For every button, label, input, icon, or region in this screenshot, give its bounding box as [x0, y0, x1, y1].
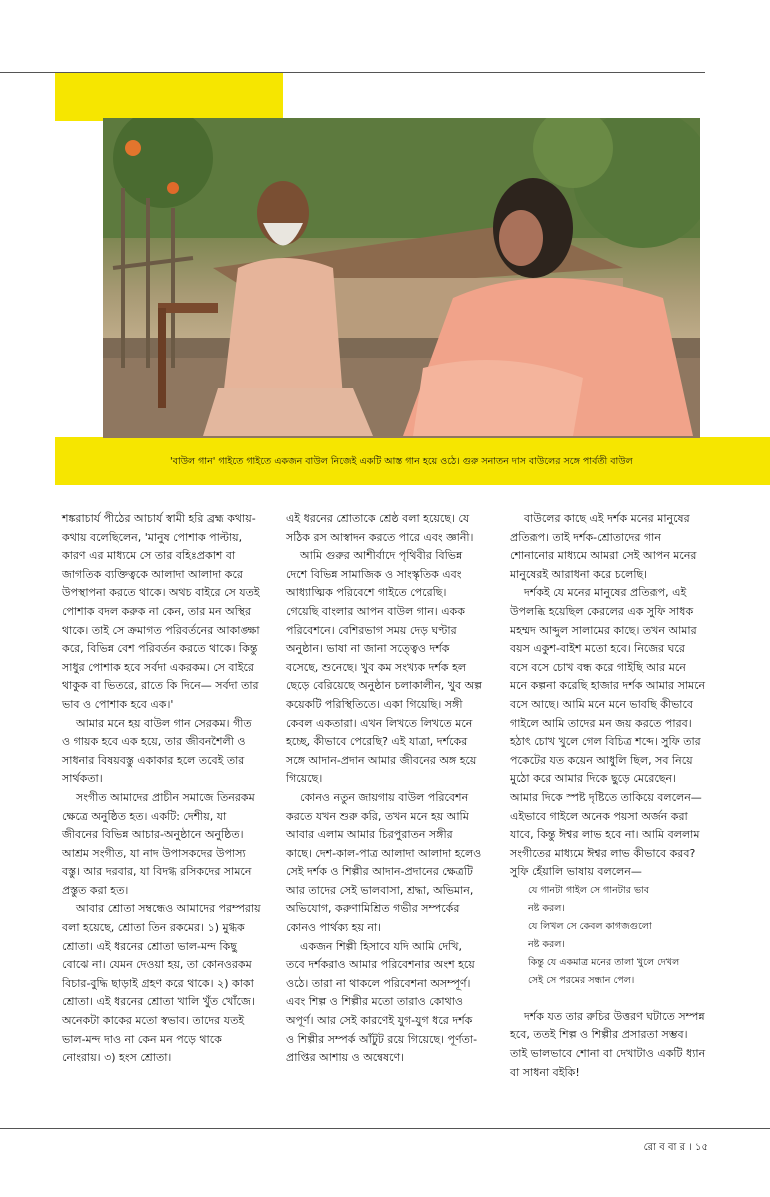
article-column-1 — [62, 510, 262, 1068]
paragraph: সংগীত আমাদের প্রাচীন সমাজে তিনরকম ক্ষেত্রে অনুষ্ঠিত হত। একটি: দেশীয়, যা জীবনের বিভিন্ন আচার-অনুষ্ঠানে অনুষ্ঠিত। আশ্রম সংগীত, যা নাদ উপাসকদের উপাস্য বস্তু। আর দরবার, যা বিদগ্ধ রসিকদের সামনে প্রস্তুত করা হত। — [62, 790, 255, 897]
page-footer: রো ব বা র । ১৫ — [643, 1142, 708, 1153]
paragraph: দর্শক যত তার রুচির উত্তরণ ঘটাতে সম্পন্ন হবে, ততই শিল্প ও শিল্পীর প্রসারতা সম্ভব। তাই ভালভাবে শোনা বা দেখাটাও একটি ধ্যান বা সাধনা বইকি! — [510, 1009, 706, 1079]
yellow-accent-block — [55, 73, 283, 121]
paragraph: শঙ্করাচার্য পীঠের আচার্য স্বামী হরি ব্রহ্ম কথায়-কথায় বলেছিলেন, 'মানুষ পোশাক পাল্টায়, কারণ এর মাধ্যমে সে তার বহিঃপ্রকাশ বা জাগতিক ব্যক্তিত্বকে আলাদা আলাদা করে উপস্থাপনা করতে থাকে। অথচ বাইরে সে যতই পোশাক বদল করুক না কেন, তার মন অস্থির থাকে। তাই সে ক্রমাগত পরিবর্তনের আকাঙ্ক্ষা করে, বিভিন্ন বেশ পরিবর্তন করতে থাকে। কিন্তু সাধুর পোশাক হবে সর্বদা একরকম। সে বাইরে থাকুক বা ভিতরে, রাতে কি দিনে— সর্বদা তার ভাব ও পোশাক হবে এক।' — [62, 512, 260, 711]
paragraph: বাউলের কাছে এই দর্শক মনের মানুষের প্রতিরূপ। তাই দর্শক-শ্রোতাদের গান শোনানোর মাধ্যমে আমরা সেই আপন মনের মানুষেরই আরাধনা করে চলেছি। — [510, 512, 697, 581]
paragraph: আমি গুরুর আশীর্বাদে পৃথিবীর বিভিন্ন দেশে বিভিন্ন সামাজিক ও সাংস্কৃতিক এবং আধ্যাত্মিক পরিবেশে গাইতে পেরেছি। গেয়েছি বাংলার আপন বাউল গান। একক পরিবেশনে। বেশিরভাগ সময় দেড় ঘণ্টার অনুষ্ঠান। ভাষা না জানা সত্ত্বেও দর্শক বসেছে, শুনেছে। খুব কম সংখ্যক দর্শক হল ছেড়ে বেরিয়েছে অনুষ্ঠান চলাকালীন, খুব অল্প কয়েকটি পরিস্থিতিতে। একা গিয়েছি। সঙ্গী কেবল একতারা। এখন লিখতে লিখতে মনে হচ্ছে, কীভাবে পেরেছি? এই যাত্রা, দর্শকের সঙ্গে আদান-প্রদান আমার জীবনের অঙ্গ হয়ে গিয়েছে। — [286, 549, 483, 786]
photo-caption: 'বাউল গান' গাইতে গাইতে একজন বাউল নিজেই একটি আস্ত গান হয়ে ওঠে। গুরু সনাতন দাস বাউলের সঙ্গে পার্বতী বাউল — [170, 456, 633, 467]
poem-line: যে গানটা গাইল সে গানটার ভাব — [528, 884, 650, 896]
paragraph: আবার শ্রোতা সম্বন্ধেও আমাদের পরম্পরায় বলা হয়েছে, শ্রোতা তিন রকমের। ১) মুগ্ধক শ্রোতা। এই ধরনের শ্রোতা ভাল-মন্দ কিছু বোঝে না। যেমন দেওয়া হয়, তা কোনওরকম বিচার-বুদ্ধি ছাড়াই গ্রহণ করে থাকে। ২) কাকা শ্রোতা। এই ধরনের শ্রোতা খালি খুঁত খোঁজে। অনেকটা কাকের মতো স্বভাব। তাদের যতই ভাল-মন্দ দাও না কেন মন পড়ে থাকে নোংরায়। ৩) হংস শ্রোতা। — [62, 902, 261, 1065]
paragraph: এই ধরনের শ্রোতাকে শ্রেষ্ঠ বলা হয়েছে। যে সঠিক রস আস্বাদন করতে পারে এবং জ্ঞানী। — [286, 512, 474, 544]
poem-quote — [528, 882, 706, 990]
paragraph: কোনও নতুন জায়গায় বাউল পরিবেশন করতে যখন শুরু করি, তখন মনে হয় আমি আবার এলাম আমার চিরপুরাতন সঙ্গীর কাছে। দেশ-কাল-পাত্র আলাদা আলাদা হলেও সেই দর্শক ও শিল্পীর আদান-প্রদানের ক্ষেত্রটি আর তাদের সেই ভালবাসা, শ্রদ্ধা, অভিমান, অভিযোগ, করুণামিশ্রিত গভীর সম্পর্কের কোনও পার্থক্য হয় না। — [286, 790, 482, 935]
article-column-3 — [510, 510, 706, 1082]
poem-line: কিন্তু যে একমাত্র মনের তালা খুলে দেখল — [528, 956, 680, 968]
poem-line: সেই সে পরমের সন্ধান পেল। — [528, 974, 635, 986]
paragraph: একজন শিল্পী হিসাবে যদি আমি দেখি, তবে দর্শকরাও আমার পরিবেশনার অংশ হয়ে ওঠে। তারা না থাকলে পরিবেশনা অসম্পূর্ণ। এবং শিল্প ও শিল্পীর মতো তারাও কোথাও অপূর্ণ। আর সেই কারণেই যুগ-যুগ ধরে দর্শক ও শিল্পীর সম্পর্ক আঁটুট রয়ে গিয়েছে। পূর্ণতা-প্রাপ্তির আশায় ও অন্বেষণে। — [286, 939, 478, 1065]
poem-line: নষ্ট করল। — [528, 938, 565, 950]
paragraph: দর্শকই যে মনের মানুষের প্রতিরূপ, এই উপলব্ধি হয়েছিল কেরলের এক সুফি সাধক মহম্মদ আব্দুল সালামের কাছে। তখন আমার বয়স একুশ-বাইশ মতো হবে। নিজের ঘরে বসে বসে চোখ বন্ধ করে গাইছি আর মনে মনে কল্পনা করেছি হাজার দর্শক আমার সামনে বসে আছে। আমি মনে মনে ভাবছি কীভাবে গাইলে আমি তাদের মন জয় করতে পারব। হঠাৎ চোখ খুলে গেল বিচিত্র শব্দে। সুফি তার পকেটের যত কয়েন আধুলি ছিল, সব নিয়ে মুঠো করে আমার দিকে ছুড়ে মেরেছেন। আমার দিকে স্পষ্ট দৃষ্টিতে তাকিয়ে বললেন— এইভাবে গাইলে অনেক পয়সা অর্জন করা যাবে, কিন্তু ঈশ্বর লাভ হবে না। আমি বললাম সংগীতের মাধ্যমে ঈশ্বর লাভ কীভাবে করব? সুফি হেঁয়ালি ভাষায় বললেন— — [510, 586, 706, 879]
poem-line: যে লিখল সে কেবল কাগজগুলো — [528, 920, 652, 932]
photo-illustration — [103, 118, 700, 438]
paragraph: আমার মনে হয় বাউল গান সেরকম। গীত ও গায়ক হবে এক হয়ে, তার জীবনশৈলী ও সাধনার বিষয়বস্তু একাকার হলে তবেই তার সার্থকতা। — [62, 716, 252, 786]
poem-line: নষ্ট করল। — [528, 902, 565, 914]
article-photo — [103, 118, 700, 438]
article-column-2 — [286, 510, 482, 1068]
bottom-rule — [0, 1128, 770, 1129]
